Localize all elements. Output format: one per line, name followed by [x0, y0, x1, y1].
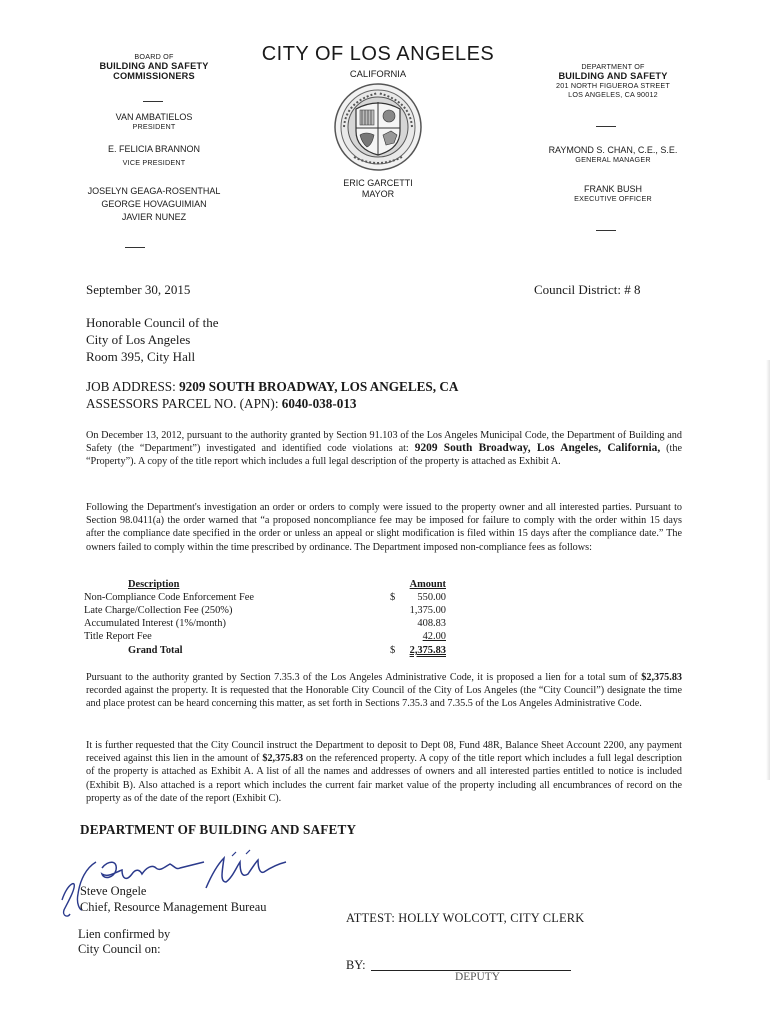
city-state: CALIFORNIA: [349, 68, 407, 79]
recipient-line: City of Los Angeles: [86, 332, 191, 347]
president-name: VAN AMBATIELOS: [115, 112, 193, 122]
paragraph-text: It is further requested that the City Council instruct the Department to deposit to Dept 08, Fund 48R, Balance Sheet Account 2200, any payment received against this lien in the amount of: [86, 740, 682, 765]
job-address-value: 9209 SOUTH BROADWAY, LOS ANGELES, CA: [179, 379, 459, 394]
paragraph-text: recorded against the property. It is requested that the Honorable City Council of the City of Los Angeles (the “City Council”) designate the time and place protest can be heard concerning this matter, as set forth in Sections 7.35.3 and 7.35.5 of the Los Angeles Administrative Code.: [86, 685, 682, 710]
deputy-label: DEPUTY: [455, 971, 500, 983]
fee-amount: 550.00: [417, 592, 446, 603]
signer-block: [80, 883, 266, 915]
mayor-title: MAYOR: [361, 189, 395, 199]
fee-header-amount: Amount: [409, 579, 446, 590]
board-member: JOSELYN GEAGA-ROSENTHAL: [87, 186, 221, 196]
vice-president-block: [62, 144, 246, 167]
recipient-block: [86, 314, 219, 365]
vice-president-title: VICE PRESIDENT: [122, 158, 186, 167]
fee-amount-value: 42.00: [422, 631, 446, 642]
paragraph-3: [86, 671, 682, 711]
signer-name: Steve Ongele: [80, 884, 147, 898]
apn-label: ASSESSORS PARCEL NO. (APN):: [86, 396, 282, 411]
fee-amount: 408.83: [417, 618, 446, 629]
board-line2: BUILDING AND SAFETY: [99, 61, 209, 71]
apn: [86, 395, 458, 412]
fee-description: Late Charge/Collection Fee (250%): [84, 605, 233, 616]
council-district: Council District: # 8: [534, 282, 641, 297]
letter-date: September 30, 2015: [86, 282, 191, 297]
fee-currency: $: [390, 592, 396, 603]
paragraph-text: Pursuant to the authority granted by Section 7.35.3 of the Los Angeles Administrative Code, it is proposed a lien for a total sum of: [86, 672, 642, 683]
divider: [596, 126, 616, 127]
general-manager-title: GENERAL MANAGER: [575, 155, 651, 164]
fee-description: Accumulated Interest (1%/month): [84, 618, 226, 629]
paragraph-4: [86, 739, 682, 805]
fee-description: Non-Compliance Code Enforcement Fee: [84, 592, 254, 603]
general-manager-block: [508, 145, 718, 164]
divider: [143, 101, 163, 102]
board-member: GEORGE HOVAGUIMIAN: [101, 199, 207, 209]
fee-description: Title Report Fee: [84, 631, 152, 642]
job-address-label: JOB ADDRESS:: [86, 379, 180, 394]
city-block: [247, 42, 509, 79]
department-address: LOS ANGELES, CA 90012: [568, 90, 658, 99]
lien-confirmation: [78, 927, 170, 957]
department-heading: DEPARTMENT OF BUILDING AND SAFETY: [80, 822, 357, 837]
city-seal-icon: [334, 83, 422, 171]
grand-total-currency: $: [390, 645, 396, 656]
paragraph-emphasis: $2,375.83: [641, 672, 682, 683]
signer-title: Chief, Resource Management Bureau: [80, 900, 267, 914]
board-line1: BOARD OF: [134, 52, 174, 61]
lien-line: City Council on:: [78, 942, 161, 956]
executive-officer-block: [508, 184, 718, 203]
paragraph-text: on the referenced property. A copy of the title report which includes a full legal description of the property is attached as Exhibit A. A list of all the names and addresses of owners and all interested parties entitled to notice is included (Exhibit B). Also attached is a report which includes the current fair market value of the property including all encumbrances of record on the property as of the date of the report (Exhibit C).: [86, 753, 683, 804]
general-manager-name: RAYMOND S. CHAN, C.E., S.E.: [548, 145, 678, 155]
job-address: [86, 378, 458, 395]
department-block: [516, 62, 710, 99]
recipient-line: Honorable Council of the: [86, 315, 219, 330]
president-title: PRESIDENT: [132, 122, 176, 131]
department-line1: DEPARTMENT OF: [581, 62, 645, 71]
paragraph-1: [86, 429, 682, 469]
lien-line: Lien confirmed by: [78, 927, 171, 941]
executive-officer-name: FRANK BUSH: [583, 184, 642, 194]
paragraph-emphasis: 9209 South Broadway, Los Angeles, California,: [414, 442, 661, 455]
attest-line: ATTEST: HOLLY WOLCOTT, CITY CLERK: [346, 911, 585, 925]
grand-total-label: Grand Total: [128, 645, 183, 656]
scan-edge-shadow: [766, 360, 770, 780]
city-name: CITY OF LOS ANGELES: [261, 43, 495, 65]
grand-total-amount: [380, 645, 446, 656]
paragraph-2: Following the Department's investigation an order or orders to comply were issued to the property owner and all interested parties. Pursuant to Section 98.0411(a) the order warned that “a proposed noncompliance fee may be imposed for failure to comply with the order within 15 days after the compliance date specified in the order or unless an appeal or slight modification is filed within 15 days after the compliance date.” The owners failed to comply within the time prescribed by ordinance. The Department imposed non-compliance fees as follows:: [86, 502, 682, 553]
property-block: [86, 378, 458, 412]
fee-amount: [380, 631, 446, 642]
board-members: [62, 185, 246, 224]
paragraph-emphasis: $2,375.83: [262, 753, 304, 765]
paragraph-text: On December 13, 2012, pursuant to the authority granted by Section 91.103 of the Los Angeles Municipal Code, the Department of Building and Safety (the “Department”) investigated and identified code violations at:: [86, 430, 682, 455]
department-line2: BUILDING AND SAFETY: [558, 71, 668, 81]
paragraph-text: (the “Property”). A copy of the title report which includes a full legal description of the property is attached as Exhibit A.: [86, 443, 682, 468]
recipient-line: Room 395, City Hall: [86, 349, 196, 364]
fee-header-description: Description: [128, 579, 180, 590]
department-address: 201 NORTH FIGUEROA STREET: [556, 81, 670, 90]
board-block: [62, 52, 246, 81]
grand-total-value: 2,375.83: [409, 645, 446, 656]
board-line3: COMMISSIONERS: [113, 71, 195, 81]
mayor-block: [300, 178, 456, 200]
fee-amount: 1,375.00: [409, 605, 446, 616]
board-member: JAVIER NUNEZ: [121, 212, 187, 222]
executive-officer-title: EXECUTIVE OFFICER: [574, 194, 652, 203]
divider: [125, 247, 145, 248]
apn-value: 6040-038-013: [281, 396, 357, 411]
president-block: [62, 112, 246, 131]
divider: [596, 230, 616, 231]
vice-president-name: E. FELICIA BRANNON: [107, 144, 201, 154]
mayor-name: ERIC GARCETTI: [343, 178, 413, 188]
by-label: BY:: [346, 958, 366, 972]
